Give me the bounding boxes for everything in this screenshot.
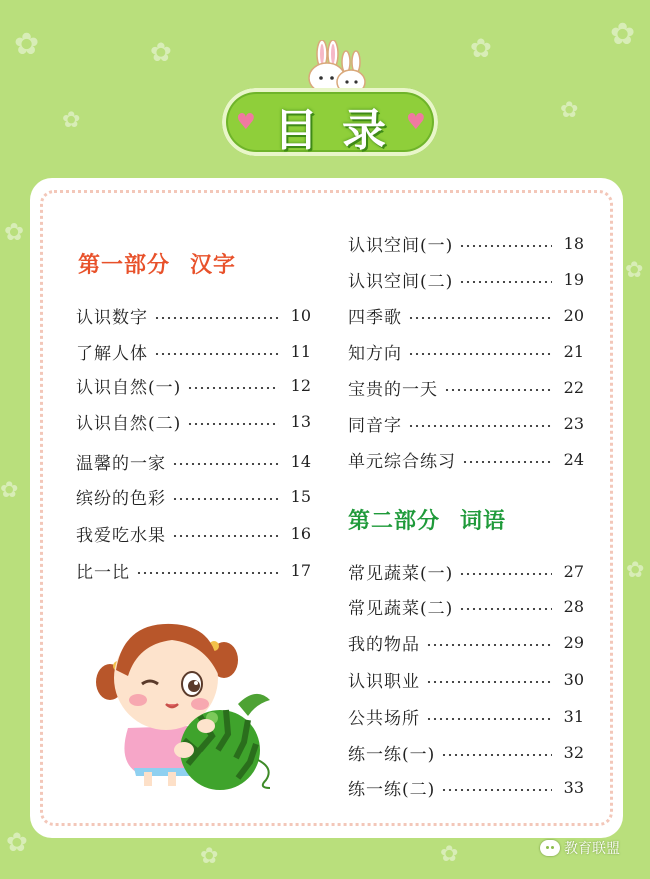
toc-entry[interactable] [76,338,311,364]
flower-icon: ✿ [6,828,28,858]
flower-icon: ✿ [440,842,459,867]
toc-entry[interactable] [76,372,311,398]
toc-entry-page: 29 [563,632,584,652]
toc-entry[interactable] [348,774,584,800]
section-heading-part: 第一部分 [78,253,171,278]
toc-entry[interactable] [348,666,584,692]
toc-entry-label: 认识数字 [76,307,148,328]
leader-dots [441,754,552,756]
toc-entry-page: 11 [290,341,311,361]
page-title: 目录 [274,105,410,156]
toc-entry-label: 单元综合练习 [348,451,456,472]
leader-dots [426,644,552,646]
flower-icon: ✿ [200,844,219,869]
toc-entry-label: 比一比 [76,562,130,583]
toc-entry[interactable] [348,739,584,765]
toc-entry-label: 认识空间(二) [348,271,454,292]
leader-dots [441,789,552,791]
toc-entry[interactable] [348,374,584,400]
toc-entry-page: 27 [563,561,584,581]
leader-dots [408,425,552,427]
leader-dots [426,718,552,720]
section-heading-topic: 词语 [460,509,507,534]
leader-dots [172,463,279,465]
leader-dots [408,317,552,319]
leader-dots [426,681,552,683]
toc-entry-label: 认识空间(一) [348,235,454,256]
toc-entry[interactable] [76,302,311,328]
toc-entry-label: 了解人体 [76,343,148,364]
toc-entry[interactable] [348,629,584,655]
leader-dots [172,535,279,537]
flower-icon: ✿ [625,258,644,283]
watermark-text: 教育联盟 [564,841,620,857]
toc-entry-page: 23 [563,413,584,433]
toc-entry-label: 我爱吃水果 [76,525,166,546]
leader-dots [187,387,279,389]
toc-entry-label: 四季歌 [348,307,402,328]
flower-icon: ✿ [560,98,579,123]
toc-entry-label: 常见蔬菜(一) [348,563,454,584]
toc-entry[interactable] [348,266,584,292]
leader-dots [462,461,552,463]
toc-entry[interactable] [348,230,584,256]
toc-entry-page: 30 [563,669,584,689]
section-heading [348,504,506,535]
toc-entry-label: 公共场所 [348,708,420,729]
toc-entry-label: 认识自然(一) [76,377,182,398]
heart-icon: ♥ [406,110,426,135]
toc-entry-page: 21 [563,341,584,361]
leader-dots [459,573,552,575]
wechat-icon [540,840,560,856]
toc-entry[interactable] [76,483,311,509]
toc-entry[interactable] [348,558,584,584]
toc-entry-label: 缤纷的色彩 [76,488,166,509]
toc-entry[interactable] [348,703,584,729]
leader-dots [459,281,552,283]
toc-entry[interactable] [348,410,584,436]
leader-dots [187,423,279,425]
leader-dots [459,245,552,247]
leader-dots [408,353,552,355]
leader-dots [444,389,552,391]
toc-entry-label: 同音字 [348,415,402,436]
toc-entry[interactable] [348,338,584,364]
toc-entry-page: 13 [290,411,311,431]
toc-entry-label: 练一练(二) [348,779,436,800]
leader-dots [172,498,279,500]
toc-entry-page: 16 [290,523,311,543]
section-heading [78,248,236,279]
toc-entry-page: 32 [563,742,584,762]
section-heading-topic: 汉字 [190,253,237,278]
toc-entry-page: 12 [290,375,311,395]
flower-icon: ✿ [626,558,645,583]
toc-entry-label: 知方向 [348,343,402,364]
flower-icon: ✿ [470,34,492,64]
toc-entry-label: 练一练(一) [348,744,436,765]
flower-icon: ✿ [150,38,172,68]
toc-entry-page: 18 [563,233,584,253]
section-heading-part: 第二部分 [348,509,441,534]
toc-entry-page: 14 [290,451,311,471]
toc-entry[interactable] [76,520,311,546]
leader-dots [154,317,279,319]
title-banner [222,88,438,156]
toc-entry[interactable] [348,302,584,328]
toc-entry-label: 常见蔬菜(二) [348,598,454,619]
flower-icon: ✿ [0,478,19,503]
heart-icon: ♥ [236,110,256,135]
toc-entry-page: 15 [290,486,311,506]
toc-entry[interactable] [76,557,311,583]
toc-entry-label: 认识自然(二) [76,413,182,434]
toc-entry-label: 温馨的一家 [76,453,166,474]
toc-entry[interactable] [348,446,584,472]
toc-entry-label: 宝贵的一天 [348,379,438,400]
toc-entry[interactable] [348,593,584,619]
flower-icon: ✿ [14,27,40,62]
toc-entry-page: 33 [563,777,584,797]
leader-dots [154,353,279,355]
watermark [540,838,620,858]
toc-entry-page: 28 [563,596,584,616]
toc-entry-page: 24 [563,449,584,469]
leader-dots [136,572,279,574]
toc-entry-label: 我的物品 [348,634,420,655]
toc-entry-page: 19 [563,269,584,289]
toc-entry-page: 22 [563,377,584,397]
flower-icon: ✿ [62,108,81,133]
toc-entry[interactable] [76,408,311,434]
leader-dots [459,608,552,610]
flower-icon: ✿ [610,17,636,52]
girl-watermelon-illustration [88,600,288,790]
toc-entry-page: 31 [563,706,584,726]
flower-icon: ✿ [4,218,25,246]
toc-entry-page: 10 [290,305,311,325]
toc-entry-page: 20 [563,305,584,325]
toc-entry-label: 认识职业 [348,671,420,692]
toc-entry[interactable] [76,448,311,474]
toc-entry-page: 17 [290,560,311,580]
